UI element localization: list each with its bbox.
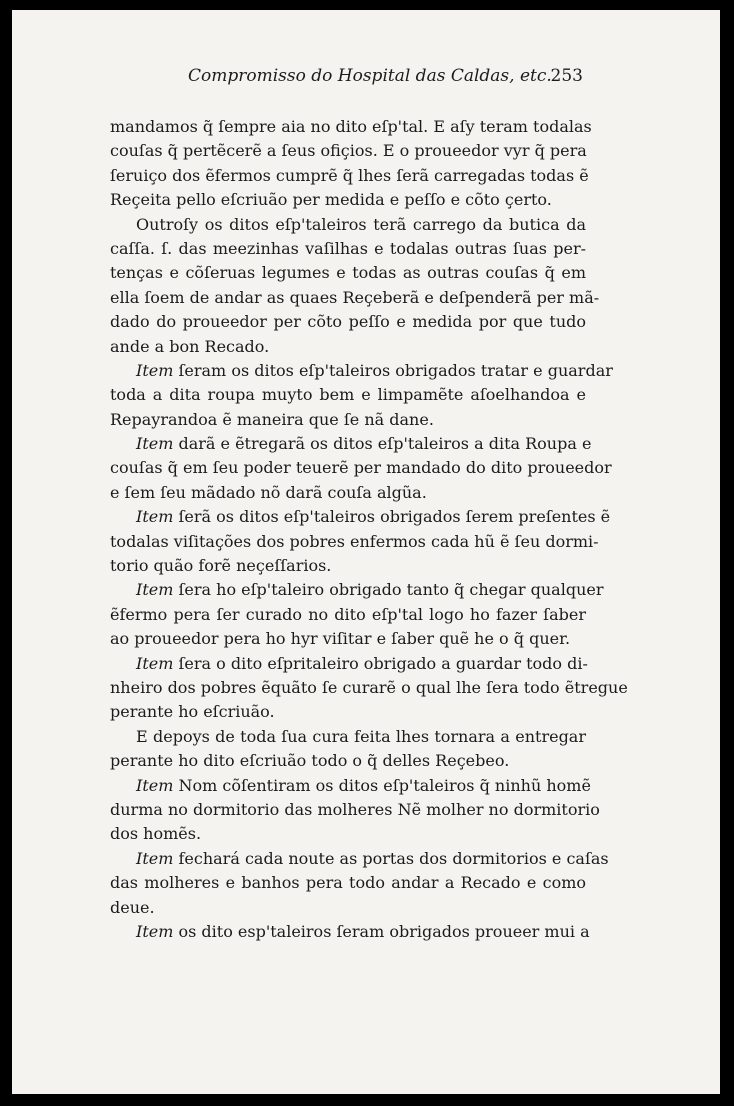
line-text: ao proueedor pera ho hyr viſitar e ſaber quẽ he o q̃ quer. xyxy=(110,629,571,649)
text-line xyxy=(110,676,628,700)
text-line xyxy=(110,627,586,651)
item-keyword: Item xyxy=(136,434,174,454)
line-text: dado do proueedor per cõto peſſo e medida por que tudo xyxy=(110,312,586,332)
line-text: ſera o dito eſpritaleiro obrigado a guardar todo di- xyxy=(173,653,588,673)
text-line xyxy=(110,335,586,359)
text-line xyxy=(110,359,613,383)
line-text: torio quão forẽ neçeſſarios. xyxy=(110,556,332,576)
text-line xyxy=(110,530,599,554)
line-text: darã e ẽtregarã os ditos eſp'taleiros a dita Roupa e xyxy=(173,434,592,454)
line-text: perante ho dito eſcriuão todo o q̃ delles Reçebeo. xyxy=(110,751,510,771)
line-text: ſeruiço dos ẽfermos cumprẽ q̃ lhes ſerã carregadas todas ẽ xyxy=(110,165,589,185)
text-line xyxy=(110,725,586,749)
line-text: caſſa. ſ. das meezinhas vaſilhas e todalas outras ſuas per- xyxy=(110,238,586,258)
line-text: toda a dita roupa muyto bem e limpamẽte aſoelhandoa e xyxy=(110,385,586,405)
text-line xyxy=(110,383,586,407)
line-text: ſera ho eſp'taleiro obrigado tanto q̃ chegar qualquer xyxy=(173,580,604,600)
item-keyword: Item xyxy=(136,653,174,673)
line-text: ella ſoem de andar as quaes Reçeberã e deſpenderã per mã- xyxy=(110,287,600,307)
text-line xyxy=(110,749,586,773)
line-text: das molheres e banhos pera todo andar a Recado e como xyxy=(110,873,586,893)
running-title: Compromisso do Hospital das Caldas, etc. xyxy=(188,66,552,86)
item-keyword: Item xyxy=(136,848,174,868)
line-text: Outroſy os ditos eſp'taleiros terã carrego da butica da xyxy=(136,214,586,234)
text-line xyxy=(110,700,586,724)
text-line xyxy=(110,188,586,212)
text-line xyxy=(110,603,586,627)
text-line xyxy=(110,237,586,261)
line-text: couſas q̃ pertẽcerẽ a ſeus ofiçios. E o proueedor vyr q̃ pera xyxy=(110,141,587,161)
line-text: todalas viſitações dos pobres enfermos cada hũ ẽ ſeu dormi- xyxy=(110,531,599,551)
text-line xyxy=(110,481,586,505)
text-line xyxy=(110,139,586,163)
line-text: E depoys de toda ſua cura feita lhes tornara a entregar xyxy=(136,726,586,746)
line-text: deue. xyxy=(110,897,155,917)
line-text: Nom cõſentiram os ditos eſp'taleiros q̃ ninhũ homẽ xyxy=(173,775,591,795)
line-text: e ſem ſeu mãdado nõ darã couſa algũa. xyxy=(110,482,427,502)
line-text: mandamos q̃ ſempre aia no dito eſp'tal. E aſy teram todalas xyxy=(110,117,592,136)
line-text: ande a bon Recado. xyxy=(110,336,270,356)
item-keyword: Item xyxy=(136,507,174,527)
line-text: ẽfermo pera ſer curado no dito eſp'tal logo ho fazer ſaber xyxy=(110,604,586,624)
text-line xyxy=(110,456,612,480)
text-line xyxy=(110,871,586,895)
line-text: nheiro dos pobres ẽquãto ſe curarẽ o qual lhe ſera todo ẽtregue xyxy=(110,677,628,697)
text-line xyxy=(110,554,586,578)
line-text: ſerã os ditos eſp'taleiros obrigados ſerem preſentes ẽ xyxy=(173,507,611,527)
text-line xyxy=(110,920,590,944)
text-line xyxy=(110,310,586,334)
page-number: 253 xyxy=(550,66,583,86)
body-text xyxy=(110,115,628,944)
line-text: tenças e cõſeruas legumes e todas as outras couſas q̃ em xyxy=(110,263,586,283)
text-line xyxy=(110,261,586,285)
text-line xyxy=(110,505,611,529)
text-line xyxy=(110,432,592,456)
item-keyword: Item xyxy=(136,360,174,380)
line-text: fechará cada noute as portas dos dormitorios e caſas xyxy=(173,848,609,868)
text-line xyxy=(110,774,591,798)
text-line xyxy=(110,798,600,822)
page-header xyxy=(173,66,583,96)
item-keyword: Item xyxy=(136,580,174,600)
text-line xyxy=(110,115,592,139)
item-keyword: Item xyxy=(136,775,174,795)
text-line xyxy=(110,847,609,871)
text-line xyxy=(110,896,586,920)
text-line xyxy=(110,408,586,432)
line-text: durma no dormitorio das molheres Nẽ molher no dormitorio xyxy=(110,799,600,819)
line-text: ſeram os ditos eſp'taleiros obrigados tratar e guardar xyxy=(173,360,613,380)
line-text: Repayrandoa ẽ maneira que ſe nã dane. xyxy=(110,409,434,429)
line-text: os dito esp'taleiros ſeram obrigados proueer mui a xyxy=(173,921,590,941)
line-text: couſas q̃ em ſeu poder teuerẽ per mandado do dito proueedor xyxy=(110,458,612,478)
item-keyword: Item xyxy=(136,921,174,941)
text-line xyxy=(110,213,586,237)
text-line xyxy=(110,286,600,310)
line-text: dos homẽs. xyxy=(110,824,202,844)
line-text: Reçeita pello eſcriuão per medida e peſſo e cõto çerto. xyxy=(110,190,552,210)
line-text: perante ho eſcriuão. xyxy=(110,702,275,722)
text-line xyxy=(110,652,586,676)
text-line xyxy=(110,822,586,846)
text-line xyxy=(110,578,604,602)
text-line xyxy=(110,164,589,188)
